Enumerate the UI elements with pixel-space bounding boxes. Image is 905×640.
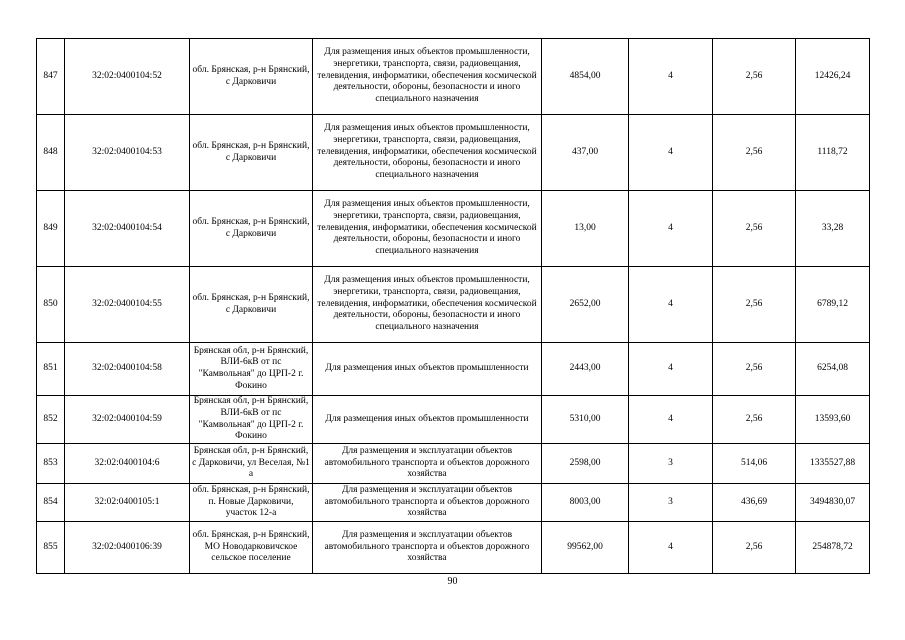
address-cell: Брянская обл, р-н Брянский, ВЛИ-6кВ от пс "Камвольная" до ЦРП-2 г. Фокино (190, 343, 313, 396)
group-cell: 4 (629, 39, 713, 115)
address-cell: обл. Брянская, р-н Брянский, МО Новодарковичское сельское поселение (190, 522, 313, 574)
row-number: 855 (37, 522, 65, 574)
area-cell: 4854,00 (542, 39, 629, 115)
area-cell: 8003,00 (542, 484, 629, 522)
land-use-purpose: Для размещения и эксплуатации объектов автомобильного транспорта и объектов дорожного хозяйства (313, 444, 542, 484)
row-number: 848 (37, 115, 65, 191)
cadastral-value: 6254,08 (796, 343, 870, 396)
row-number: 852 (37, 396, 65, 444)
cadastral-number: 32:02:0400104:59 (65, 396, 190, 444)
table-row (37, 343, 870, 396)
land-use-purpose: Для размещения иных объектов промышленности (313, 343, 542, 396)
page-number: 90 (447, 576, 458, 587)
cadastral-number: 32:02:0400104:54 (65, 191, 190, 267)
rate-cell: 2,56 (713, 396, 796, 444)
table-row (37, 115, 870, 191)
land-use-purpose: Для размещения иных объектов промышленности (313, 396, 542, 444)
cadastral-value: 6789,12 (796, 267, 870, 343)
rate-cell: 2,56 (713, 267, 796, 343)
rate-cell: 514,06 (713, 444, 796, 484)
table-row (37, 396, 870, 444)
cadastral-value: 1335527,88 (796, 444, 870, 484)
cadastral-number: 32:02:0400104:52 (65, 39, 190, 115)
address-cell: Брянская обл, р-н Брянский, ВЛИ-6кВ от пс "Камвольная" до ЦРП-2 г. Фокино (190, 396, 313, 444)
table-row (37, 484, 870, 522)
area-cell: 2443,00 (542, 343, 629, 396)
cadastral-value: 12426,24 (796, 39, 870, 115)
land-use-purpose: Для размещения иных объектов промышленности, энергетики, транспорта, связи, радиовещания, телевидения, информатики, обеспечения космической деятельности, обороны, безопасности и иного специального назначения (313, 191, 542, 267)
cadastral-number: 32:02:0400104:58 (65, 343, 190, 396)
rate-cell: 2,56 (713, 522, 796, 574)
land-use-purpose: Для размещения и эксплуатации объектов автомобильного транспорта и объектов дорожного хозяйства (313, 522, 542, 574)
row-number: 849 (37, 191, 65, 267)
area-cell: 5310,00 (542, 396, 629, 444)
address-cell: обл. Брянская, р-н Брянский, с Дарковичи (190, 115, 313, 191)
row-number: 851 (37, 343, 65, 396)
cadastral-number: 32:02:0400104:53 (65, 115, 190, 191)
group-cell: 3 (629, 444, 713, 484)
table-row (37, 191, 870, 267)
group-cell: 4 (629, 267, 713, 343)
address-cell: Брянская обл, р-н Брянский, с Дарковичи, ул Веселая, №1 а (190, 444, 313, 484)
table-row (37, 267, 870, 343)
row-number: 854 (37, 484, 65, 522)
area-cell: 2652,00 (542, 267, 629, 343)
address-cell: обл. Брянская, р-н Брянский, с Дарковичи (190, 39, 313, 115)
row-number: 847 (37, 39, 65, 115)
land-use-purpose: Для размещения иных объектов промышленности, энергетики, транспорта, связи, радиовещания, телевидения, информатики, обеспечения космической деятельности, обороны, безопасности и иного специального назначения (313, 39, 542, 115)
table-row (37, 39, 870, 115)
land-use-purpose: Для размещения иных объектов промышленности, энергетики, транспорта, связи, радиовещания, телевидения, информатики, обеспечения космической деятельности, обороны, безопасности и иного специального назначения (313, 115, 542, 191)
table-row (37, 522, 870, 574)
table-body (37, 39, 870, 574)
address-cell: обл. Брянская, р-н Брянский, с Дарковичи (190, 191, 313, 267)
cadastral-number: 32:02:0400104:6 (65, 444, 190, 484)
group-cell: 4 (629, 522, 713, 574)
area-cell: 437,00 (542, 115, 629, 191)
rate-cell: 436,69 (713, 484, 796, 522)
area-cell: 99562,00 (542, 522, 629, 574)
area-cell: 13,00 (542, 191, 629, 267)
group-cell: 4 (629, 396, 713, 444)
cadastral-number: 32:02:0400104:55 (65, 267, 190, 343)
group-cell: 4 (629, 191, 713, 267)
land-use-purpose: Для размещения и эксплуатации объектов автомобильного транспорта и объектов дорожного хозяйства (313, 484, 542, 522)
land-use-purpose: Для размещения иных объектов промышленности, энергетики, транспорта, связи, радиовещания, телевидения, информатики, обеспечения космической деятельности, обороны, безопасности и иного специального назначения (313, 267, 542, 343)
rate-cell: 2,56 (713, 191, 796, 267)
group-cell: 4 (629, 115, 713, 191)
group-cell: 3 (629, 484, 713, 522)
address-cell: обл. Брянская, р-н Брянский, п. Новые Дарковичи, участок 12-а (190, 484, 313, 522)
cadastral-number: 32:02:0400105:1 (65, 484, 190, 522)
area-cell: 2598,00 (542, 444, 629, 484)
cadastral-value: 33,28 (796, 191, 870, 267)
cadastral-value: 1118,72 (796, 115, 870, 191)
rate-cell: 2,56 (713, 115, 796, 191)
table-row (37, 444, 870, 484)
cadastral-number: 32:02:0400106:39 (65, 522, 190, 574)
cadastral-value: 13593,60 (796, 396, 870, 444)
row-number: 853 (37, 444, 65, 484)
rate-cell: 2,56 (713, 39, 796, 115)
cadastral-value: 254878,72 (796, 522, 870, 574)
group-cell: 4 (629, 343, 713, 396)
address-cell: обл. Брянская, р-н Брянский, с Дарковичи (190, 267, 313, 343)
cadastral-value: 3494830,07 (796, 484, 870, 522)
land-registry-table (36, 38, 870, 574)
row-number: 850 (37, 267, 65, 343)
rate-cell: 2,56 (713, 343, 796, 396)
